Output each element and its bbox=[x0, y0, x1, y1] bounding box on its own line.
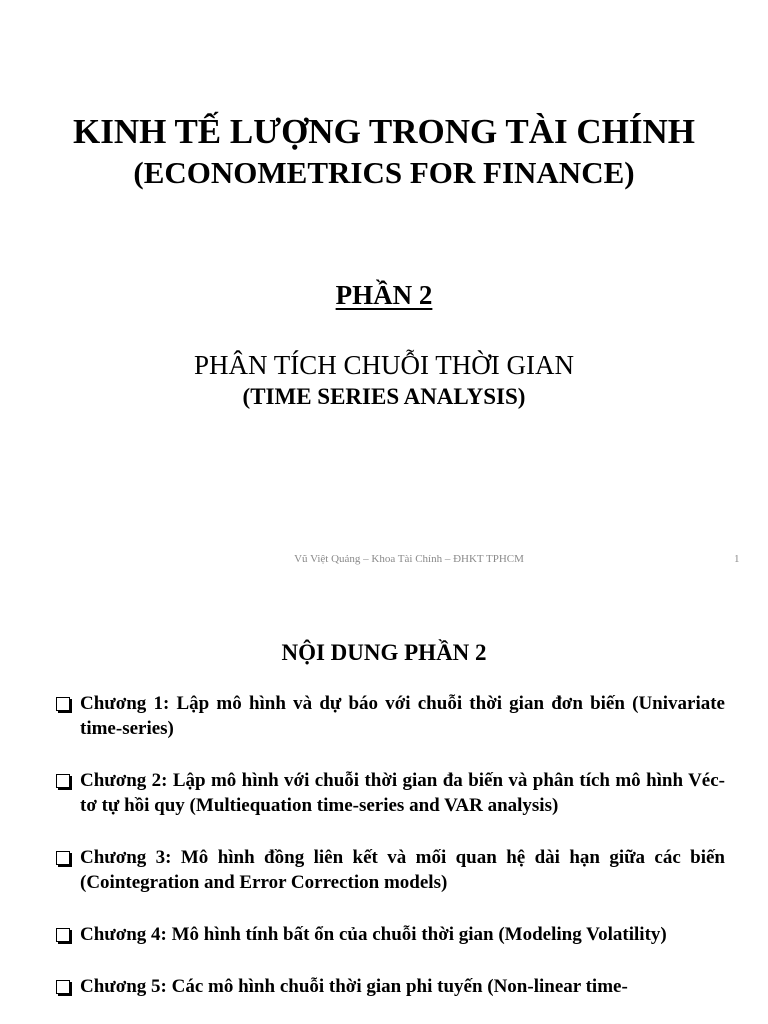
part-title: PHÂN TÍCH CHUỖI THỜI GIAN bbox=[194, 350, 574, 380]
part-label-text: PHẦN 2 bbox=[335, 280, 433, 310]
course-title: KINH TẾ LƯỢNG TRONG TÀI CHÍNH bbox=[72, 112, 696, 151]
list-item bbox=[55, 922, 725, 947]
list-item bbox=[55, 845, 725, 895]
chapter-text: Chương 4: Mô hình tính bất ổn của chuỗi thời gian (Modeling Volatility) bbox=[80, 924, 667, 945]
chapter-text: Chương 2: Lập mô hình với chuỗi thời gian đa biến và phân tích mô hình Véc-tơ tự hồi quy (Multiequation time-series and VAR analysis) bbox=[80, 770, 725, 816]
list-item bbox=[55, 691, 725, 741]
part-subtitle: (TIME SERIES ANALYSIS) bbox=[242, 384, 526, 409]
chapter-text: Chương 5: Các mô hình chuỗi thời gian phi tuyến (Non-linear time- bbox=[80, 976, 628, 997]
chapter-text: Chương 1: Lập mô hình và dự báo với chuỗi thời gian đơn biến (Univariate time-series) bbox=[80, 693, 725, 739]
page-number: 1 bbox=[734, 553, 740, 565]
checkbox-icon bbox=[56, 980, 70, 994]
contents-slide bbox=[0, 590, 768, 1024]
list-item bbox=[55, 768, 725, 818]
list-item bbox=[55, 974, 725, 999]
slide-footer: Vũ Việt Quảng – Khoa Tài Chính – ĐHKT TPHCM bbox=[294, 553, 524, 565]
checkbox-icon bbox=[56, 774, 70, 788]
chapter-list bbox=[55, 691, 725, 1024]
checkbox-icon bbox=[56, 851, 70, 865]
checkbox-icon bbox=[56, 697, 70, 711]
contents-title: NỘI DUNG PHẦN 2 bbox=[281, 640, 487, 665]
part-label bbox=[0, 278, 768, 312]
checkbox-icon bbox=[56, 928, 70, 942]
course-subtitle: (ECONOMETRICS FOR FINANCE) bbox=[133, 155, 635, 190]
chapter-text: Chương 3: Mô hình đồng liên kết và mối quan hệ dài hạn giữa các biến (Cointegration and Error Correction models) bbox=[80, 847, 725, 893]
